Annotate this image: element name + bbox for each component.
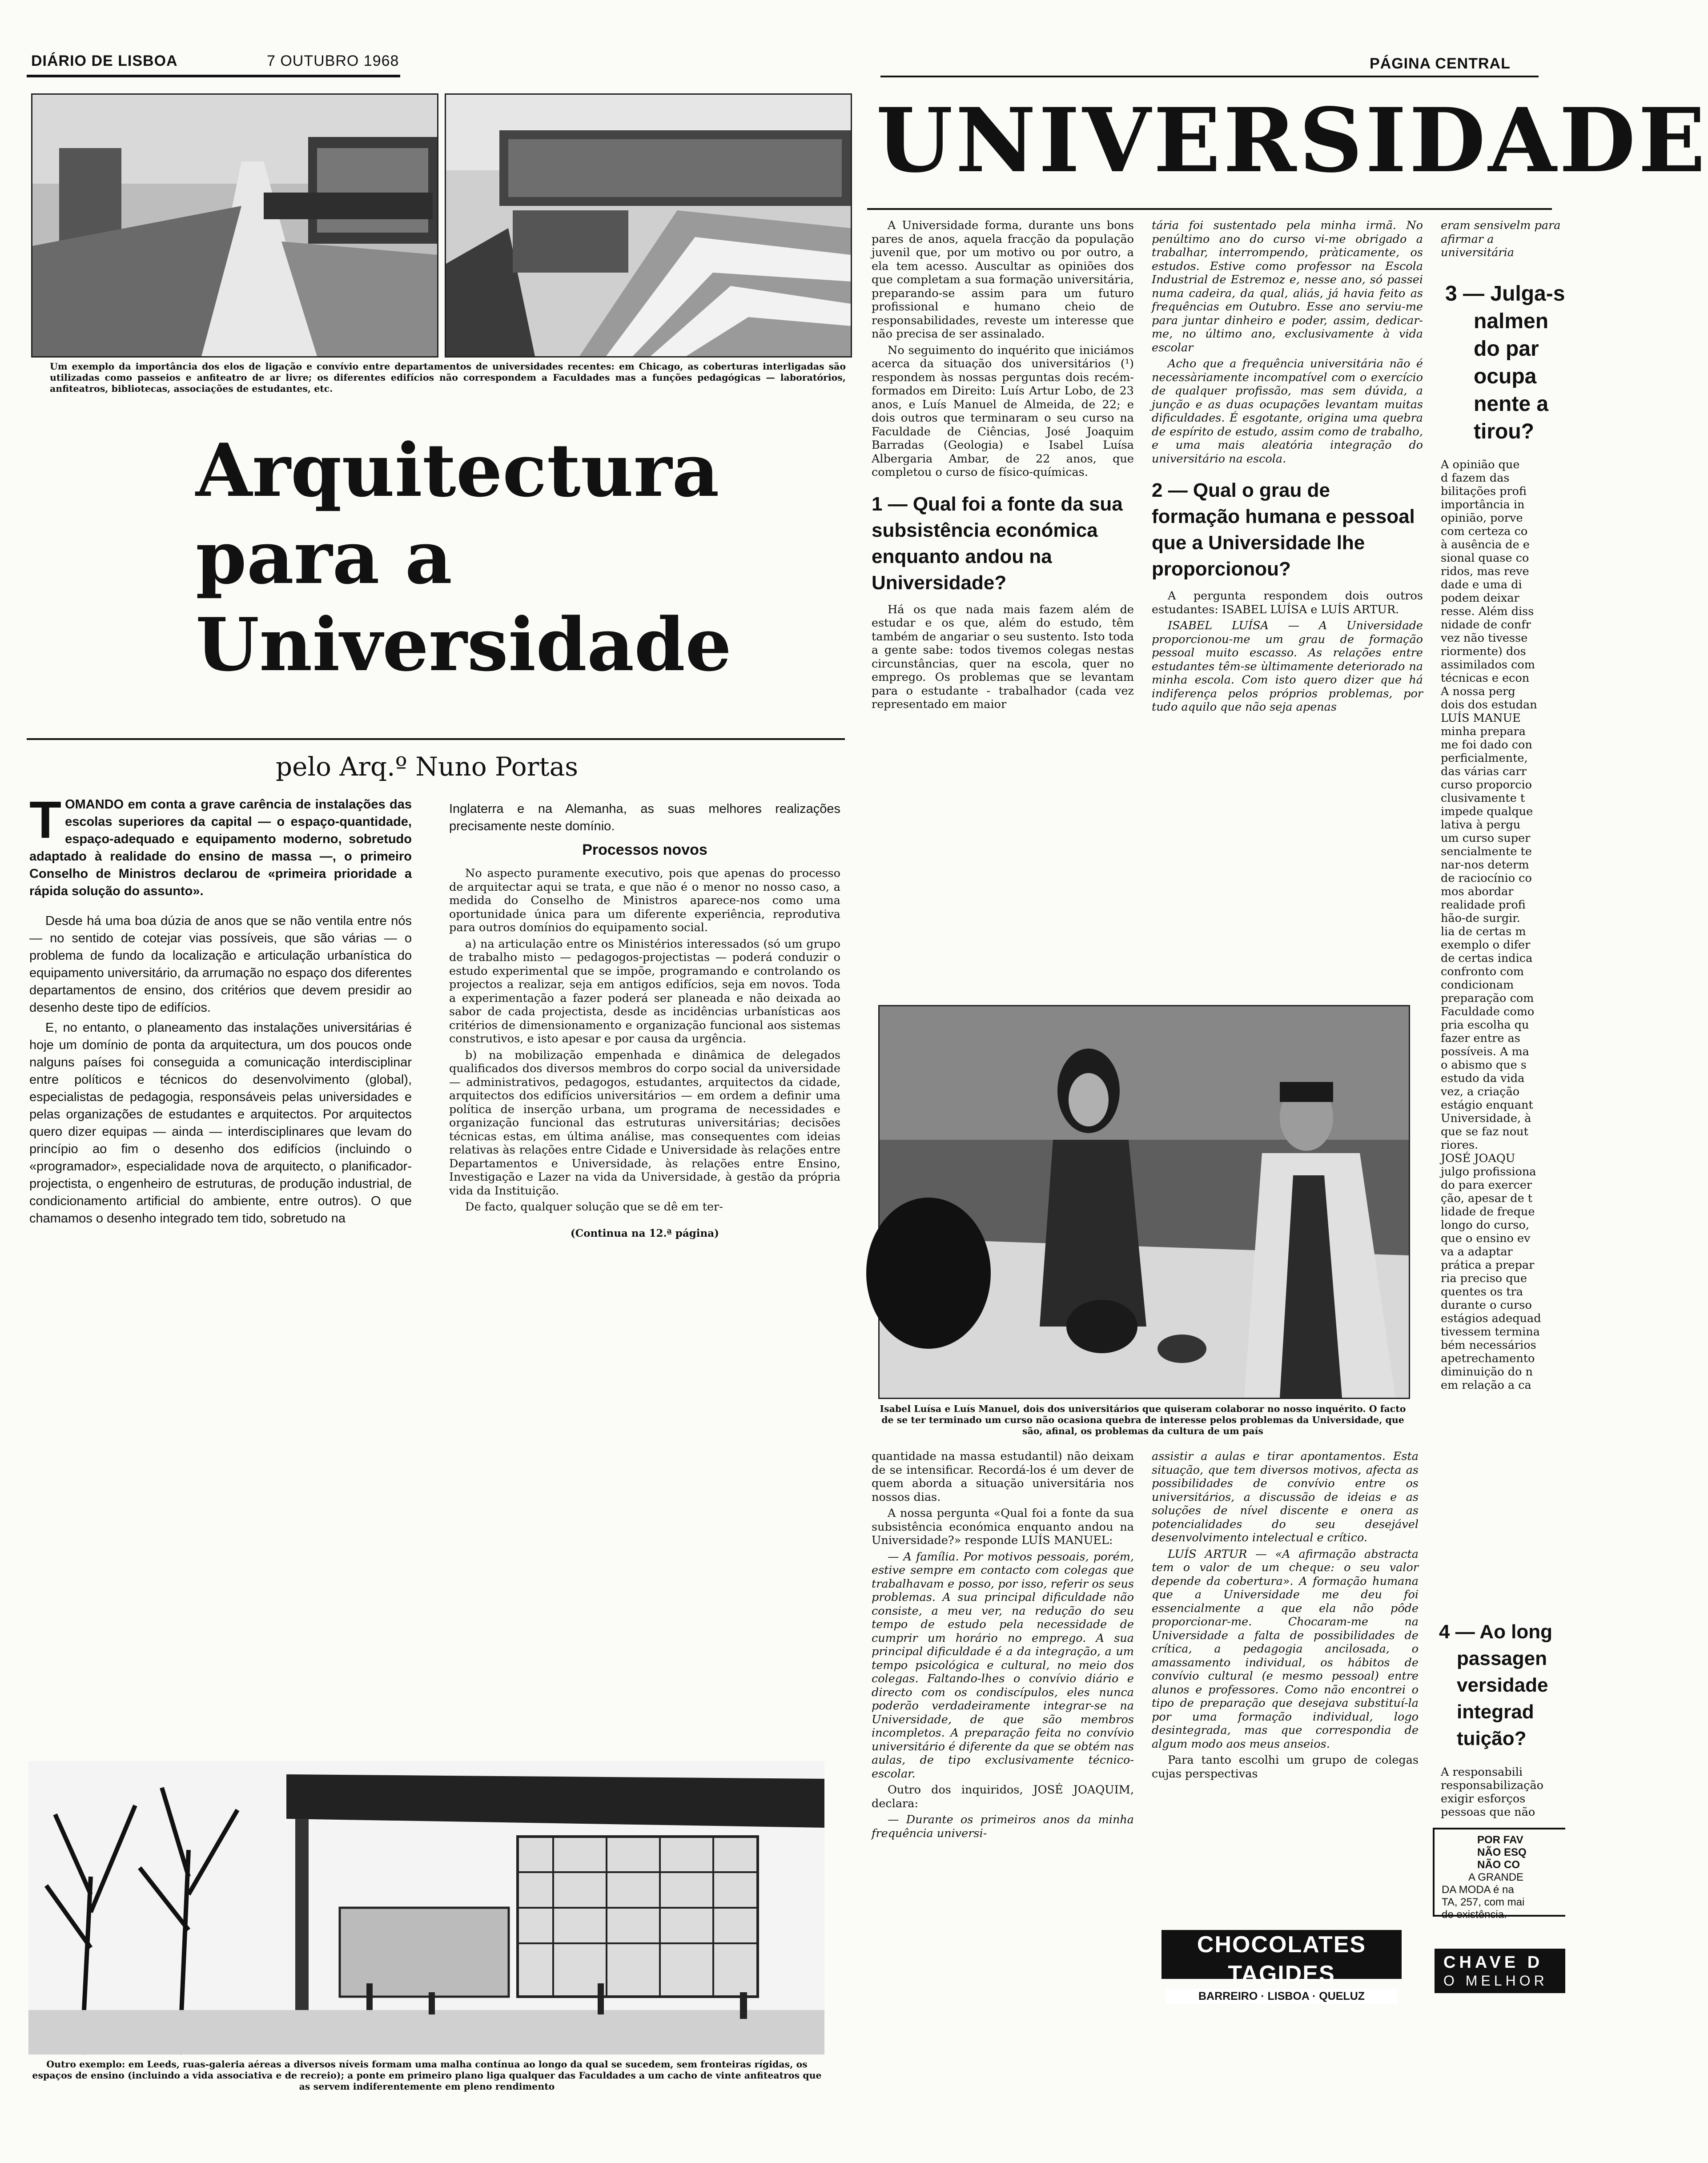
ad-line: de existência. [1442, 1909, 1507, 1921]
edge-text-line: estágios adequad [1441, 1312, 1541, 1325]
q4-text-line: A responsabili [1441, 1765, 1523, 1779]
edge-text-line: técnicas e econ [1441, 671, 1530, 685]
edge-text-line: realidade profi [1441, 898, 1526, 912]
ad-line: A GRANDE [1468, 1871, 1524, 1883]
edge-text-line: condicionam [1441, 978, 1514, 992]
edge-text-line: opinião, porve [1441, 511, 1523, 525]
edge-text-line: clusivamente t [1441, 792, 1525, 805]
edge-text-line: estudo da vida [1441, 1072, 1525, 1085]
title-rule [27, 738, 845, 740]
edge-text-line: sional quase co [1441, 551, 1529, 565]
article-lead-text: OMANDO em conta a grave carência de instalações das escolas superiores da capital — o espaço-quantidade, espaço-adequado e equipamento moderno, sobretudo adaptado à realidade do ensino de massa —, o primeiro Conselho de Ministros declarou de «primeira prioridade a rápida solução do assunto». [29, 797, 412, 898]
inquiry-column-b [1152, 219, 1423, 1046]
inquiry-column-b-bottom [1152, 1450, 1419, 1912]
masthead-rule-left [27, 75, 400, 77]
inquiry-paragraph: quantidade na massa estudantil) não deixam de se intensificar. Recordá-los é um dever de quem aborda a situação universitária nos nossos dias. [872, 1450, 1134, 1504]
q4-text-line: pessoas que não [1441, 1805, 1535, 1819]
edge-text-line: com certeza co [1441, 525, 1528, 538]
edge-text-line: pria escolha qu [1441, 1018, 1529, 1032]
inquiry-paragraph: No seguimento do inquérito que iniciámos acerca da situação dos universitários (¹) respondem às nossas perguntas dois recém-formados em Direito: Luís Artur Lobo, de 23 anos, e Luís Manuel de Almeida, de 22; e dois outros que terminaram o seu curso na Faculdade de Ciências, José Joaquim Barradas (Geologia) e Isabel Luísa Albergaria Ambar, de 22 anos, que completou o curso de físico-químicas. [872, 343, 1134, 479]
edge-text-line: dade e uma di [1441, 578, 1522, 591]
article-paragraph: E, no entanto, o planeamento das instalações universitárias é hoje um domínio de ponta da arquitectura, um dos poucos onde nalguns países foi conseguida a comunicação interdisciplinar entre políticos e técnicos do desenvolvimento (global), especialistas de pedagogia, responsáveis pelas universidades e pelas organizações de estudantes e arquitectos. Por arquitectos quero dizer equipas — ainda — interdisciplinares que levam do princípio ao fim o desenho dos edifícios (incluindo o «programador», especialidade nova de arquitecto, o planificador-projectista, o engenheiro de estruturas, de produção industrial, de condicionamento artificial do ambiente, entre outros). O que chamamos o desenho integrado tem tido, sobretudo na [29, 1021, 412, 1226]
edge-text-line: longo do curso, [1441, 1218, 1529, 1232]
edge-text-line: em relação a ca [1441, 1379, 1531, 1392]
edge-text-line: exemplo o difer [1441, 938, 1531, 952]
inquiry-paragraph: Para tanto escolhi um grupo de colegas cujas perspectivas [1152, 1753, 1419, 1781]
edge-text-line: assimilados com [1441, 658, 1535, 671]
edge-text-line: ridos, mas reve [1441, 565, 1529, 578]
inquiry-paragraph: Acho que a frequência universitária não é necessàriamente incompatível com o exercício de qualquer profissão, mas sem dúvida, a junção e as duas ocupações levantam muitas dificuldades. É esgotante, origina uma quebra de espírito de estudo, assim como de trabalho, e uma mais aleatória integração do universitário na escola. [1152, 357, 1423, 466]
edge-text-line: riormente) dos [1441, 645, 1526, 658]
inquiry-paragraph: A nossa pergunta «Qual foi a fonte da sua subsistência económica enquanto andou na Universidade?» responde LUÍS MANUEL: [872, 1507, 1134, 1547]
chocolates-ad-towns: BARREIRO · LISBOA · QUELUZ [1166, 1989, 1397, 2004]
issue-date: 7 OUTUBRO 1968 [267, 52, 399, 69]
q4-text-line: responsabilização [1441, 1779, 1544, 1792]
chocolates-ad [1161, 1930, 1402, 2002]
inquiry-paragraph: LUÍS ARTUR — «A afirmação abstracta tem o valor de um cheque: o seu valor depende da cobertura». A formação humana que a Universidade me deu foi essencialmente a que ela não pôde proporcionar-me. Chocaram-me na Universidade a falta de possibilidades de crítica, a pedagogia ancilosada, o amassamento individual, os hábitos de convívio cultural (e mesmo pessoal) entre alunos e professores. Como não encontrei o tipo de preparação que desejava substituí-la por uma formação individual, logo desintegrada, mas que correspondia de algum modo aos meus anseios. [1152, 1547, 1419, 1751]
leeds-drawing [28, 1761, 824, 2054]
inquiry-paragraph: A pergunta respondem dois outros estudantes: ISABEL LUÍSA e LUÍS ARTUR. [1152, 589, 1423, 616]
article-paragraph: a) na articulação entre os Ministérios interessados (só um grupo de trabalho misto — pedagogos-projectistas — poderá conduzir o estudo experimental que se impõe, programando e controlando os projectos a realizar, seja em antigos edifícios, seja em novos. Toda a experimentação a fazer poderá ser planeada e não deixada ao sabor de cada projectista, desde as incidências urbanísticas aos critérios de dimensionamento e organização funcional aos sistemas construtivos, e isto apesar e por causa da urgência. [449, 937, 840, 1045]
edge-text-line: ção, apesar de t [1441, 1192, 1533, 1205]
q4-line: versidade [1457, 1674, 1548, 1696]
edge-text-line: bém necessários [1441, 1339, 1536, 1352]
edge-text-line: durante o curso [1441, 1299, 1532, 1312]
edge-text-line: mos abordar [1441, 885, 1514, 898]
masthead-rule-right [880, 76, 1539, 77]
edge-text-line: podem deixar [1441, 591, 1519, 605]
edge-text-line: tivessem termina [1441, 1325, 1540, 1339]
edge-text-line: dois dos estudan [1441, 698, 1537, 712]
question-3-fragment [1445, 280, 1565, 449]
chocolates-ad-name: CHOCOLATES TAGIDES [1197, 1932, 1366, 1987]
edge-text-line: LUÍS MANUE [1441, 712, 1521, 725]
edge-text-line: lidade de freque [1441, 1205, 1535, 1218]
article-title-line-1: Arquitectura [196, 427, 719, 513]
edge-text-line: das várias carr [1441, 765, 1527, 778]
edge-text-line: que o ensino ev [1441, 1232, 1531, 1245]
edge-text-line: lia de certas m [1441, 925, 1526, 938]
ad-line: NÃO ESQ [1477, 1846, 1527, 1858]
inquiry-paragraph: — A família. Por motivos pessoais, porém, estive sempre em contacto com colegas que trabalhavam e posso, por isso, referir os seus problemas. A sua principal dificuldade não consiste, a meu ver, na redução do seu tempo de estudo pela necessidade de cumprir um horário no emprego. A sua principal dificuldade é a da integração, a um tempo psicológica e cultural, no meio dos colegas. Faltando-lhes o convívio diário e directo com os condiscípulos, eles nunca poderão verdadeiramente integrar-se na Universidade, de que são membros incompletos. A preparação feita no convívio universitário é diferente da que se obtém nas aulas, de tipo exclusivamente técnico-escolar. [872, 1550, 1134, 1781]
edge-text-line: do para exercer [1441, 1178, 1532, 1192]
students-photo-caption: Isabel Luísa e Luís Manuel, dois dos universitários que quiseram colaborar no nosso inquérito. O facto de se ter terminado um curso não ocasiona quebra de interesse pelos problemas da Universidade, que são, afinal, os problemas da cultura de um país [880, 1403, 1406, 1436]
article-paragraph: De facto, qualquer solução que se dê em ter- [465, 1200, 723, 1214]
edge-text-line: fazer entre as [1441, 1032, 1520, 1045]
q4-text-line: exigir esforços [1441, 1792, 1526, 1805]
edge-text-line: de certas indica [1441, 952, 1533, 965]
q3-line: ocupa [1474, 365, 1537, 388]
edge-text-line: confronto com [1441, 965, 1524, 978]
article-column-2 [449, 800, 840, 1725]
inquiry-column-a [872, 219, 1134, 1046]
article-paragraph: b) na mobilização empenhada e dinâmica de delegados qualificados dos diversos membros do corpo social da universidade — administrativos, pedagogos, estudantes, arquitectos da cidade, arquitectos dos edifícios universitários — em ordem a definir uma política de inserção urbana, um programa de necessidades e organização funcional das estruturas universitárias; decisões técnicas estas, em última análise, mas consequentes com ideias relativas às relações entre Cidade e Universidade às relações entre Departamentos e Universidade, às relações entre Ensino, Investigação e Lazer na vida da Universidade, à gestão da própria vida da Instituição. [449, 1048, 840, 1198]
right-edge-column [1441, 458, 1565, 1614]
q3-line: do par [1474, 337, 1539, 361]
inquiry-paragraph: ISABEL LUÍSA — A Universidade proporcionou-me um grau de formação pessoal muito escasso. As relações entre estudantes têm-se ùltimamente deteriorado na minha escola. Com isto quero dizer que há indiferença pelos próprios problemas, por tudo aquilo que não seja apenas [1152, 619, 1423, 714]
edge-text-line: JOSÉ JOAQU [1441, 1152, 1515, 1165]
article-title-line-3: Universidade [196, 602, 732, 687]
subhead-processos-novos: Processos novos [582, 841, 707, 858]
edge-text-line: Universidade, à [1441, 1112, 1531, 1125]
byline: pelo Arq.º Nuno Portas [276, 752, 579, 782]
edge-text-line: riores. [1441, 1138, 1479, 1152]
edge-text-line: importância in [1441, 498, 1525, 511]
q4-line: integrad [1457, 1701, 1534, 1723]
question-2-heading: 2 — Qual o grau de formação humana e pessoal que a Universidade lhe proporcionou? [1152, 479, 1415, 580]
edge-text-line: lativa à pergu [1441, 818, 1521, 832]
question-4-fragment [1439, 1619, 1565, 1765]
edge-text-line: julgo profissiona [1441, 1165, 1536, 1178]
q4-line: tuição? [1457, 1728, 1527, 1749]
students-photo [878, 1005, 1410, 1399]
edge-text-line: ria preciso que [1441, 1272, 1527, 1285]
q3-line: nalmen [1474, 310, 1549, 333]
edge-text-line: o abismo que s [1441, 1058, 1527, 1072]
ad-line: NÃO CO [1477, 1859, 1520, 1871]
ad-line: TA, 257, com mai [1442, 1896, 1525, 1908]
edge-text-line: A nossa perg [1441, 685, 1515, 698]
por-favor-ad [1433, 1828, 1565, 1921]
ad-line: DA MODA é na [1442, 1884, 1514, 1896]
edge-text-line: sencialmente te [1441, 845, 1532, 858]
edge-text-line: hão-de surgir. [1441, 912, 1520, 925]
inquiry-paragraph: Há os que nada mais fazem além de estudar e os que, além do estudo, têm também de angariar o seu sustento. Isto toda a gente sabe: todos tivemos colegas nestas circunstâncias, quer na escola, quer no emprego. Os problemas que se levantam para o estudante - trabalhador (cada vez representado em maior [872, 603, 1134, 711]
article-lead [29, 791, 412, 900]
edge-text-line: Faculdade como [1441, 1005, 1535, 1018]
chave-ad [1435, 1949, 1565, 1993]
edge-text-line: resse. Além diss [1441, 605, 1534, 618]
edge-text-line: va a adaptar [1441, 1245, 1513, 1258]
chave-ad-line-2: O MELHOR [1443, 1973, 1548, 1989]
banner-headline: UNIVERSIDADE [876, 88, 1708, 192]
q3-line: 3 — Julga-s [1445, 282, 1565, 306]
edge-text-line: nidade de confr [1441, 618, 1531, 631]
edge-text-line: perficialmente, [1441, 752, 1528, 765]
edge-text-line: curso proporcio [1441, 778, 1532, 792]
article-column-1 [29, 791, 412, 1761]
q3-line: tirou? [1474, 420, 1534, 443]
edge-text-line: bilitações profi [1441, 485, 1527, 498]
chicago-amphitheatre-photo [445, 93, 852, 358]
chicago-campus-photo [31, 93, 438, 358]
right-edge-top: eram sensivelm para afirmar a universitária [1441, 219, 1561, 259]
dropcap: T [29, 791, 62, 849]
inquiry-paragraph: tária foi sustentado pela minha irmã. No penúltimo ano do curso vi-me obrigado a trabalhar, interrompendo, pràticamente, os estudos. Estive como professor na Escola Industrial de Estremoz e, nesse ano, só passei numa cadeira, da qual, aliás, já havia feito as frequências em Outubro. Esse ano serviu-me para juntar dinheiro e poder, assim, dedicar-me, no último ano, exclusivamente à vida escolar [1152, 219, 1423, 354]
paper-name: DIÁRIO DE LISBOA [31, 52, 178, 69]
edge-text-line: que se faz nout [1441, 1125, 1528, 1138]
top-photo-caption: Um exemplo da importância dos elos de ligação e convívio entre departamentos de universidades recentes: em Chicago, as coberturas interligadas são utilizadas como passeios e anfiteatro de ar livre; os diferentes edifícios não correspondem a Faculdades mas a funções pedagógicas — laboratórios, anfiteatros, bibliotecas, associações de estudantes, etc. [50, 361, 846, 394]
edge-text-line: d fazem das [1441, 471, 1510, 485]
edge-text-line: diminuição do n [1441, 1365, 1533, 1379]
edge-text-line: estágio enquant [1441, 1098, 1533, 1112]
edge-text-line: possíveis. A ma [1441, 1045, 1529, 1058]
chave-ad-line-1: CHAVE D [1443, 1953, 1543, 1972]
edge-text-line: impede qualque [1441, 805, 1533, 818]
banner-rule [867, 208, 1552, 210]
question-4-text [1441, 1765, 1565, 1823]
continued-note: (Continua na 12.ª página) [570, 1227, 719, 1239]
edge-text-line: vez não tivesse [1441, 631, 1528, 645]
q3-line: nente a [1474, 392, 1549, 416]
edge-text-line: prática a prepar [1441, 1258, 1535, 1272]
edge-text-line: apetrechamento [1441, 1352, 1535, 1365]
edge-text-line: de raciocínio co [1441, 872, 1532, 885]
q4-line: 4 — Ao long [1439, 1621, 1553, 1643]
inquiry-paragraph: A Universidade forma, durante uns bons pares de anos, aquela fracção da população juvenil que, por um motivo ou por outro, a ela tem acesso. Auscultar as opiniões dos que completam a sua formação universitária, preparando-se assim para um futuro profissional e humano cheio de responsabilidades, reveste um interesse que não precisa de ser assinalado. [872, 219, 1134, 341]
edge-text-line: A opinião que [1441, 458, 1520, 471]
bottom-drawing-caption: Outro exemplo: em Leeds, ruas-galeria aéreas a diversos níveis formam uma malha contínua ao longo da qual se sucedem, sem fronteiras rígidas, os espaços de ensino (incluindo a vida associativa e de recreio); a ponte em primeiro plano liga qualquer das Faculdades a um cacho de vinte anfiteatros que as servem indiferentemente em pleno rendimento [32, 2059, 822, 2092]
inquiry-paragraph: — Durante os primeiros anos da minha frequência universi- [872, 1813, 1134, 1840]
article-paragraph: No aspecto puramente executivo, pois que apenas do processo de arquitectar aqui se trata, e que não é o menor no nosso caso, a medida do Conselho de Ministros aparece-nos como uma oportunidade única para um diferente experiência, reprodutiva para outros domínios do equipamento social. [449, 867, 840, 934]
inquiry-paragraph: Outro dos inquiridos, JOSÉ JOAQUIM, declara: [872, 1783, 1134, 1810]
edge-text-line: minha prepara [1441, 725, 1526, 738]
edge-text-line: quentes os tra [1441, 1285, 1523, 1299]
edge-text-line: à ausência de e [1441, 538, 1530, 551]
edge-text-line: um curso super [1441, 832, 1531, 845]
section-label: PÁGINA CENTRAL [1370, 55, 1511, 72]
article-paragraph: Inglaterra e na Alemanha, as suas melhores realizações precisamente neste domínio. [449, 802, 840, 833]
inquiry-paragraph: assistir a aulas e tirar apontamentos. Esta situação, que tem diversos motivos, afecta as possibilidades de convívio entre os universitários, a discussão de ideias e as soluções de nível discente e onera as potencialidades do seu desejável desenvolvimento intelectual e crítico. [1152, 1450, 1419, 1544]
question-1-heading: 1 — Qual foi a fonte da sua subsistência económica enquanto andou na Universidade? [872, 493, 1123, 594]
edge-text-line: preparação com [1441, 992, 1534, 1005]
edge-text-line: vez, a criação [1441, 1085, 1520, 1098]
article-title [196, 427, 731, 688]
edge-text-line: me foi dado con [1441, 738, 1532, 752]
edge-text-line: nar-nos determ [1441, 858, 1529, 872]
article-paragraph: Desde há uma boa dúzia de anos que se não ventila entre nós — no sentido de cotejar vias possíveis, que são várias — o problema de fundo da localização e articulação urbanística do equipamento universitário, da arrumação no espaço dos diferentes departamentos de ensino, dos critérios que devem presidir ao desenho deste tipo de edifícios. [29, 914, 412, 1015]
q4-line: passagen [1457, 1648, 1547, 1669]
ad-line: POR FAV [1477, 1834, 1523, 1846]
article-title-line-2: para a [196, 515, 452, 600]
inquiry-column-a-bottom [872, 1450, 1134, 2028]
